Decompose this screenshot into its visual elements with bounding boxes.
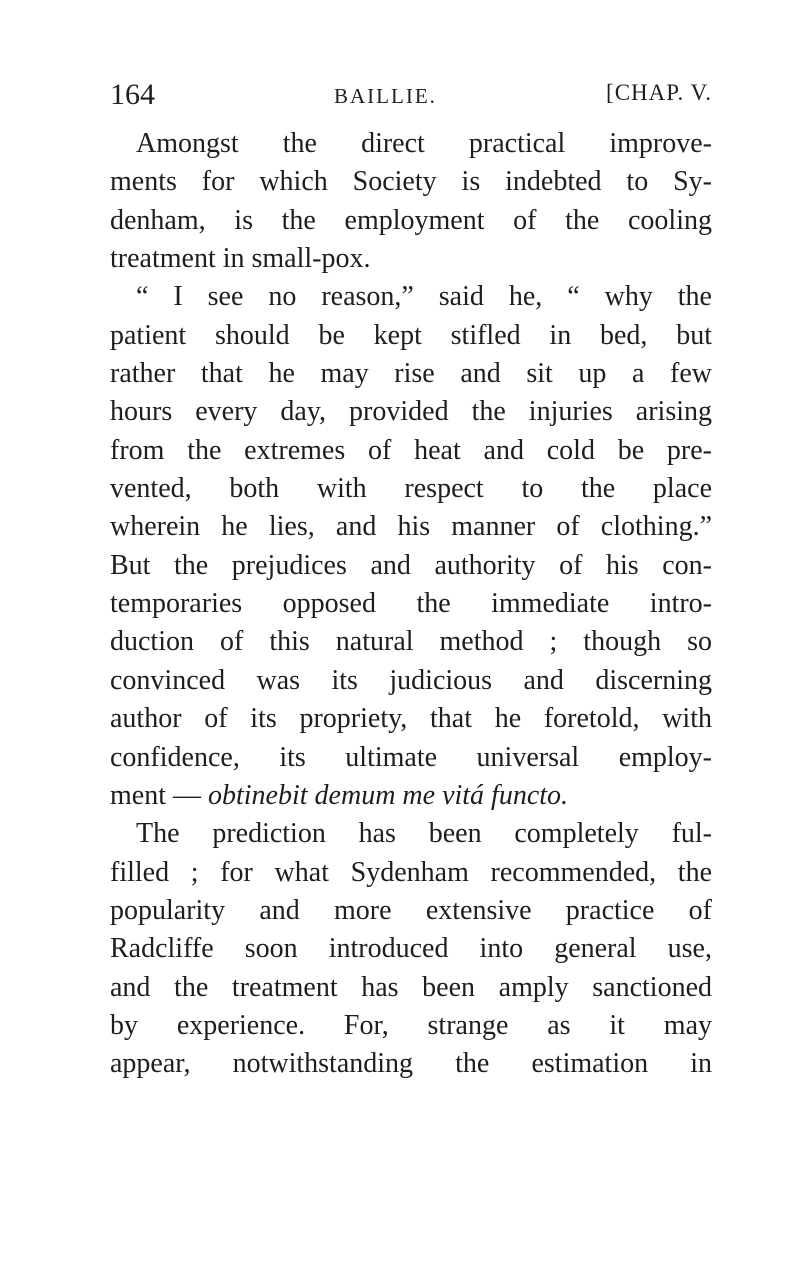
text-line: Amongst the direct practical improve-: [136, 128, 712, 159]
text-line: The prediction has been completely ful-: [136, 818, 712, 850]
text-line: appear, notwithstanding the estimation in: [110, 1048, 712, 1080]
text-line: wherein he lies, and his manner of clothing.”: [110, 511, 712, 543]
body-text: [110, 125, 712, 1084]
chapter-reference: [CHAP. V.: [606, 80, 712, 105]
text-line: convinced was its judicious and discerning: [110, 664, 712, 696]
text-line: confidence, its ultimate universal employ-: [110, 741, 712, 773]
text-line: Radcliffe soon introduced into general use,: [110, 933, 712, 965]
page-header: [110, 78, 712, 118]
running-head: BAILLIE.: [334, 84, 437, 108]
text-line: filled ; for what Sydenham recommended, the: [110, 856, 712, 888]
text-line: duction of this natural method ; though so: [110, 626, 712, 658]
text-line: patient should be kept stifled in bed, but: [110, 319, 712, 351]
text-line: and the treatment has been amply sanctioned: [110, 971, 712, 1003]
text-line: “ I see no reason,” said he, “ why the: [136, 281, 712, 313]
text-line: hours every day, provided the injuries arising: [110, 396, 712, 428]
line-prefix: ment —: [110, 779, 208, 811]
text-line: But the prejudices and authority of his con-: [110, 549, 712, 581]
text-line: by experience. For, strange as it may: [110, 1009, 712, 1041]
text-line: popularity and more extensive practice of: [110, 894, 712, 926]
text-line-latin-quote: [110, 777, 712, 815]
latin-quotation: obtinebit demum me vitá functo.: [208, 779, 569, 811]
text-line: treatment in small-pox.: [110, 243, 371, 275]
text-line: denham, is the employment of the cooling: [110, 204, 712, 236]
page-number: 164: [110, 78, 155, 111]
text-line: rather that he may rise and sit up a few: [110, 358, 712, 390]
text-line: temporaries opposed the immediate intro-: [110, 588, 712, 620]
text-line: author of its propriety, that he foretold, with: [110, 703, 712, 735]
text-line: from the extremes of heat and cold be pre-: [110, 434, 712, 466]
text-line: vented, both with respect to the place: [110, 473, 712, 505]
text-line: ments for which Society is indebted to Sy-: [110, 166, 712, 198]
